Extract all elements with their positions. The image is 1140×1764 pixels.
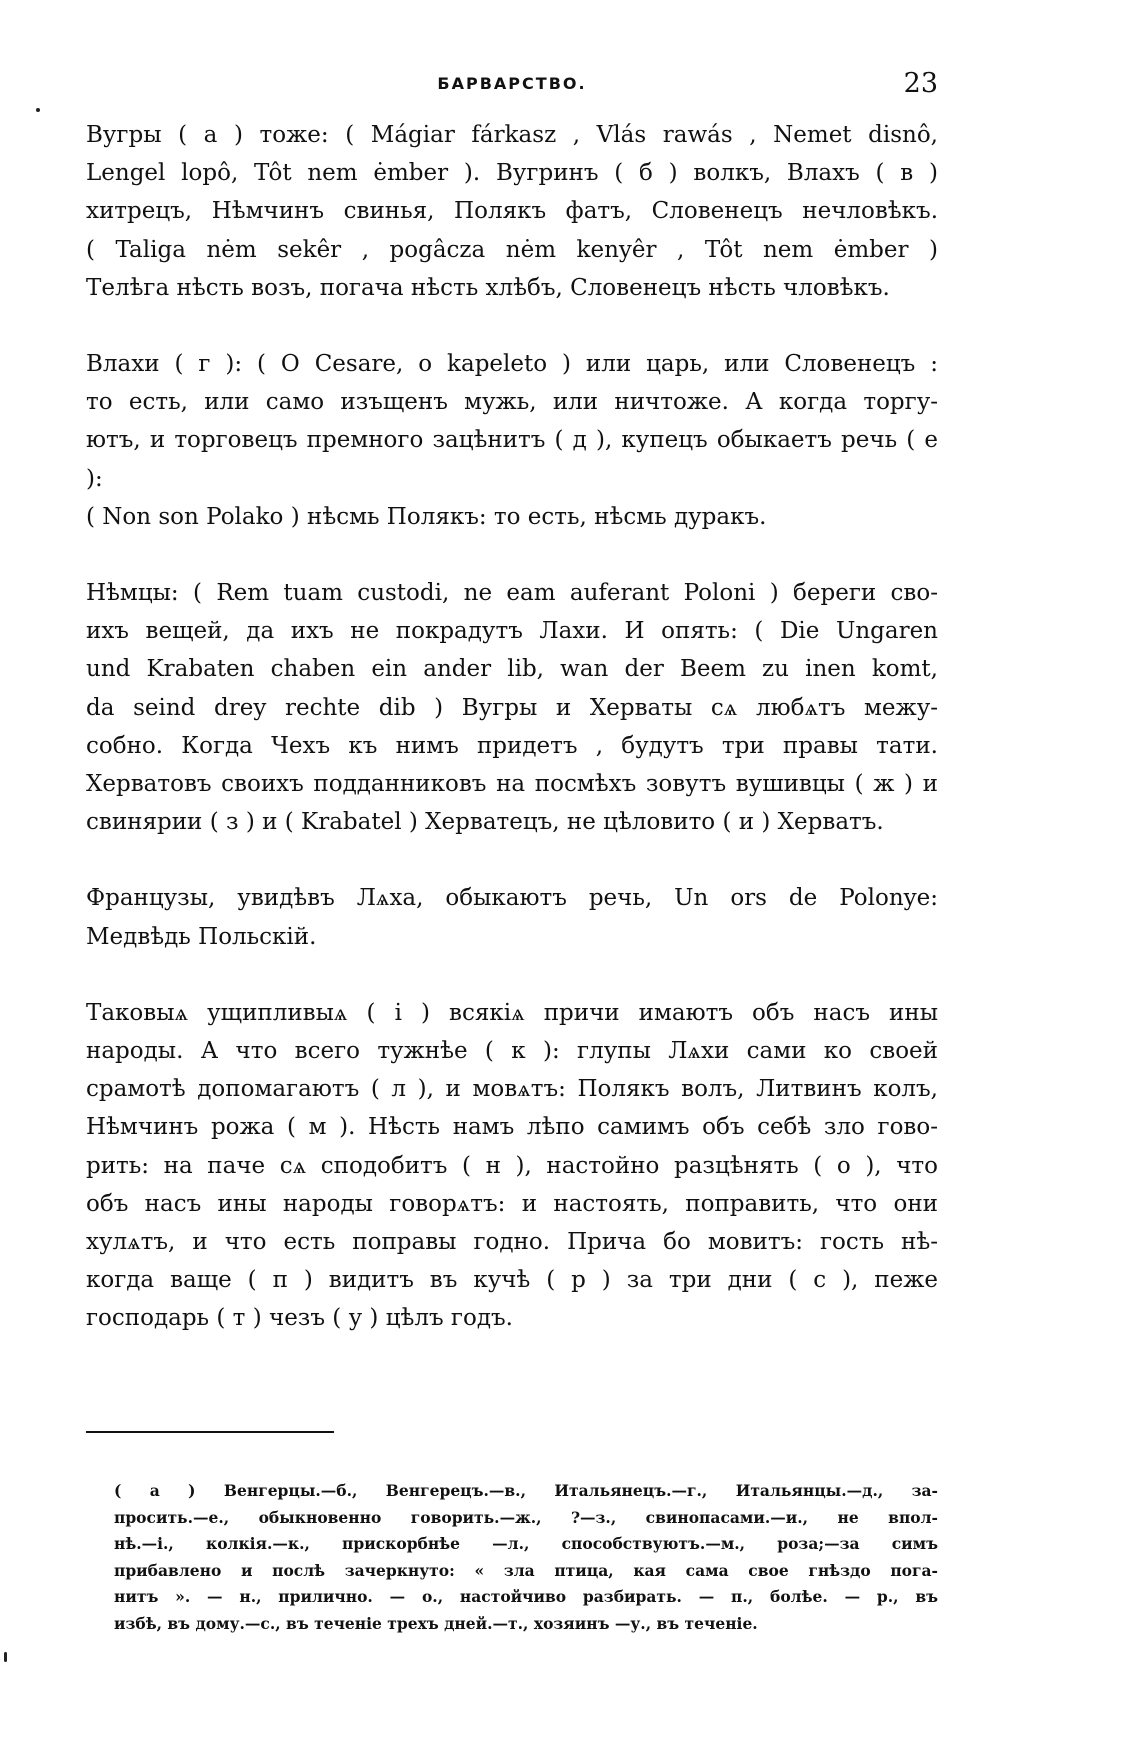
text-line: da seind drey rechte dib ) Вугры и Херваты сѧ любѧтъ межу- [86, 694, 938, 721]
page-number: 23 [903, 68, 938, 99]
text-line: хулѧтъ, и что есть поправы годно. Причa бо мовитъ: гость нѣ- [86, 1229, 938, 1256]
text-line: то есть, или само изъщенъ мужь, или ничтоже. А когда торгу- [86, 389, 938, 416]
footnote-line: просить.—е., обыкновенно говорить.—ж., ?—з., свинопасами.—и., не впол- [114, 1507, 938, 1527]
text-line: срамотѣ допомагаютъ ( л ), и мовѧтъ: Полякъ волъ, Литвинъ колъ, [86, 1076, 938, 1103]
text-line: рить: на паче сѧ сподобитъ ( н ), настойно разцѣнять ( о ), что [86, 1152, 938, 1179]
text-line: хитрецъ, Нѣмчинъ свинья, Полякъ фатъ, Словенецъ нечловѣкъ. [86, 198, 938, 225]
footnote-line: нитъ ». — н., прилично. — о., настойчиво разбирать. — п., болѣе. — р., въ [114, 1587, 938, 1607]
margin-speck [36, 108, 40, 112]
footnote-line: ( а ) Венгерцы.—б., Венгерецъ.—в., Итальянецъ.—г., Итальянцы.—д., за- [114, 1481, 938, 1500]
text-line: когда ваще ( п ) видитъ въ кучѣ ( р ) за три дни ( с ), пеже [86, 1267, 938, 1294]
text-line: Вугры ( а ) тоже: ( Mágiar fárkasz , Vlás rawás , Nemet disnô, [86, 122, 938, 148]
text-line: народы. А что всего тужнѣе ( к ): глупы Лѧхи сами ко своей [86, 1038, 938, 1065]
text-line: Французы, увидѣвъ Лѧха, обыкаютъ речь, Un ors de Polonye: [86, 885, 938, 912]
footnote-divider [86, 1431, 334, 1433]
paragraph-italians [86, 345, 938, 536]
text-line: свинярии ( з ) и ( Krabatel ) Херватецъ, не цѣловито ( и ) Херватъ. [86, 809, 884, 836]
paragraph-germans [86, 574, 938, 841]
footnote-line: прибавлено и послѣ зачеркнуто: « зла птица, кая сама свое гнѣздо пога- [114, 1560, 938, 1580]
text-line: объ насъ ины народы говорѧтъ: и настоять, поправить, что они [86, 1190, 938, 1217]
running-title: БАРВАРСТВО. [437, 74, 587, 93]
text-line: Телѣга нѣсть возъ, погача нѣсть хлѣбъ, Словенецъ нѣсть чловѣкъ. [86, 274, 890, 301]
text-line: ютъ, и торговецъ премного зацѣнитъ ( д ), купецъ обыкаетъ речь ( е ): [86, 427, 938, 492]
paragraph-hungarians [86, 116, 938, 307]
paragraph-conclusion [86, 994, 938, 1338]
footnotes [114, 1478, 938, 1638]
margin-speck [4, 1652, 7, 1662]
footnote-line: нѣ.—і., колкія.—к., прискорбнѣе —л., способствуютъ.—м., роза;—за симъ [114, 1534, 938, 1554]
paragraph-french [86, 879, 938, 955]
text-line: Таковыѧ ущипливыѧ ( і ) всякіѧ причи имаютъ объ насъ ины [86, 999, 938, 1026]
footnote-line: избѣ, въ дому.—с., въ теченіе трехъ дней.—т., хозяинъ —у., въ теченіе. [114, 1613, 758, 1633]
main-text [86, 116, 938, 1376]
text-line: собно. Когда Чехъ къ нимъ придетъ , будутъ три правы тати. [86, 732, 938, 759]
text-line: господарь ( т ) чезъ ( у ) цѣлъ годъ. [86, 1305, 513, 1332]
text-line: Нѣмцы: ( Rem tuam custodi, ne eam auferant Poloni ) береги сво- [86, 580, 938, 607]
text-line: ихъ вещей, да ихъ не покрадутъ Лахи. И опять: ( Die Ungaren [86, 618, 938, 645]
text-line: Медвѣдь Польскій. [86, 923, 317, 950]
text-line: Херватовъ своихъ подданниковъ на посмѣхъ зовутъ вушивцы ( ж ) и [86, 771, 938, 798]
text-line: und Krabaten chaben ein ander lib, wan der Beem zu inen komt, [86, 656, 938, 683]
text-line: Влахи ( г ): ( O Cesare, o kapeleto ) или царь, или Словенецъ : [86, 351, 938, 378]
text-line: ( Taliga nėm sekêr , pogâcza nėm kenyêr , Tôt nem ėmber ) [86, 236, 938, 263]
text-line: ( Non son Polako ) нѣсмь Полякъ: то есть, нѣсмь дуракъ. [86, 503, 767, 530]
text-line: Lengel lopô, Tôt nem ėmber ). Вугринъ ( б ) волкъ, Влахъ ( в ) [86, 160, 938, 187]
text-line: Нѣмчинъ рожа ( м ). Нѣсть намъ лѣпо самимъ объ себѣ зло гово- [86, 1114, 938, 1141]
page-header [86, 68, 938, 108]
